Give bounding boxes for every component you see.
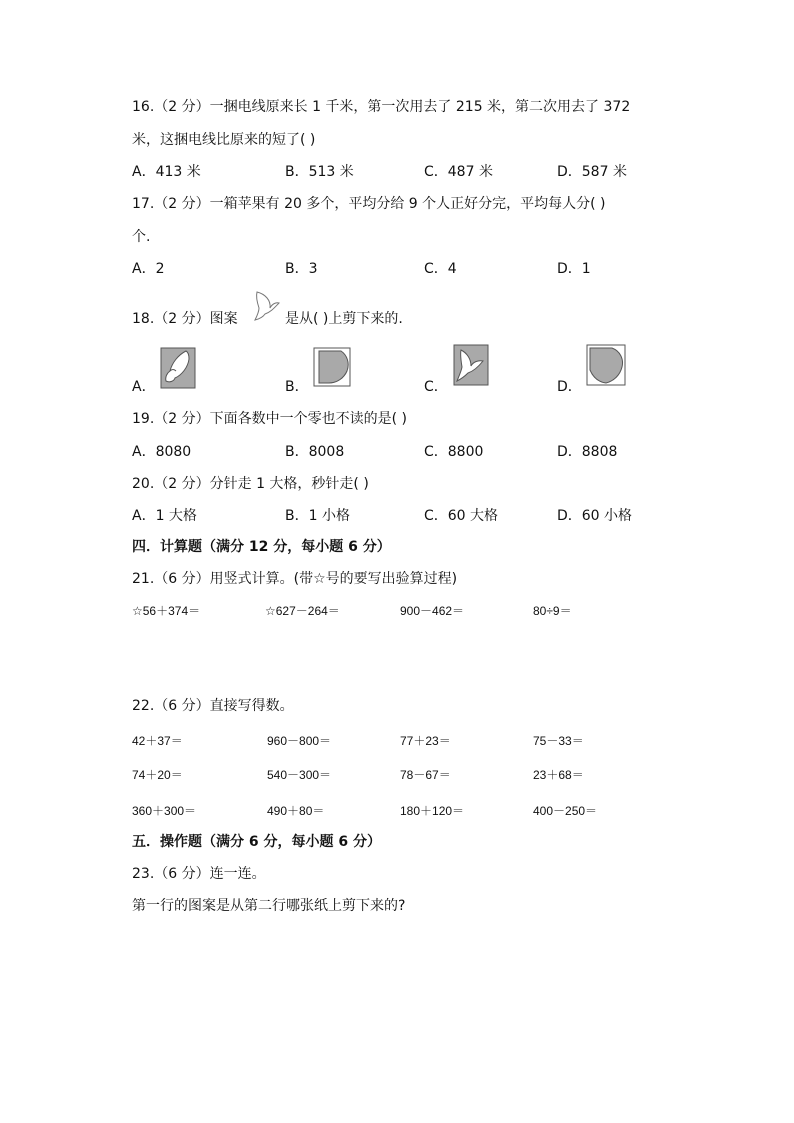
q19-option-a: A．8080	[132, 444, 192, 460]
section-4-heading: 四．计算题（满分 12 分，每小题 6 分）	[132, 539, 391, 555]
q17-option-c: C．4	[424, 261, 457, 277]
q18-text-before: 18.（2 分）图案	[132, 311, 238, 327]
q22-r1-c1: 42＋37＝	[132, 734, 183, 748]
q20-option-a: A．1 大格	[132, 508, 197, 524]
q22-r1-c2: 960－800＝	[267, 734, 332, 748]
q22-r2-c2: 540－300＝	[267, 768, 332, 782]
q22-r1-c4: 75－33＝	[533, 734, 584, 748]
q18-option-b: B．	[285, 379, 309, 395]
q18-option-c-paper-icon	[453, 344, 489, 386]
q20-text: 20.（2 分）分针走 1 大格，秒针走( )	[132, 476, 369, 492]
q22-r3-c1: 360＋300＝	[132, 804, 197, 818]
q19-option-c: C．8800	[424, 444, 484, 460]
q18-option-c: C．	[424, 379, 448, 395]
q22-text: 22.（6 分）直接写得数。	[132, 698, 294, 714]
q16-option-a: A．413 米	[132, 164, 201, 180]
q22-r2-c1: 74＋20＝	[132, 768, 183, 782]
q21-item-2: ☆627－264＝	[265, 604, 340, 618]
q21-text: 21.（6 分）用竖式计算。(带☆号的要写出验算过程)	[132, 571, 458, 587]
q18-option-a-paper-icon	[160, 347, 196, 389]
q21-item-1: ☆56＋374＝	[132, 604, 201, 618]
q23-sub: 第一行的图案是从第二行哪张纸上剪下来的?	[132, 898, 406, 914]
q16-option-d: D．587 米	[557, 164, 627, 180]
q22-r3-c4: 400－250＝	[533, 804, 598, 818]
q16-line1: 16.（2 分）一捆电线原来长 1 千米，第一次用去了 215 米，第二次用去了 372	[132, 99, 631, 115]
q22-r3-c3: 180＋120＝	[400, 804, 465, 818]
q16-line2: 米，这捆电线比原来的短了( )	[132, 132, 316, 148]
q17-option-a: A．2	[132, 261, 165, 277]
q19-text: 19.（2 分）下面各数中一个零也不读的是( )	[132, 411, 407, 427]
q23-text: 23.（6 分）连一连。	[132, 866, 266, 882]
q17-line1: 17.（2 分）一箱苹果有 20 多个，平均分给 9 个人正好分完，平均每人分( )	[132, 196, 606, 212]
q18-option-a: A．	[132, 379, 156, 395]
q20-option-c: C．60 大格	[424, 508, 499, 524]
q16-option-b: B．513 米	[285, 164, 354, 180]
q22-r2-c3: 78－67＝	[400, 768, 451, 782]
q20-option-d: D．60 小格	[557, 508, 633, 524]
q17-option-b: B．3	[285, 261, 318, 277]
q17-option-d: D．1	[557, 261, 591, 277]
q18-option-d-paper-icon	[586, 344, 626, 386]
q18-option-b-paper-icon	[313, 347, 351, 387]
q18-pattern-icon	[251, 290, 281, 322]
q22-r3-c2: 490＋80＝	[267, 804, 325, 818]
q21-item-4: 80÷9＝	[533, 604, 572, 618]
q20-option-b: B．1 小格	[285, 508, 350, 524]
q18-option-d: D．	[557, 379, 582, 395]
q22-r1-c3: 77＋23＝	[400, 734, 451, 748]
q19-option-d: D．8808	[557, 444, 618, 460]
section-5-heading: 五．操作题（满分 6 分，每小题 6 分）	[132, 834, 381, 850]
q17-line2: 个.	[132, 229, 151, 245]
q19-option-b: B．8008	[285, 444, 345, 460]
q16-option-c: C．487 米	[424, 164, 493, 180]
q18-text-after: 是从( )上剪下来的.	[285, 311, 403, 327]
q21-item-3: 900－462＝	[400, 604, 465, 618]
q22-r2-c4: 23＋68＝	[533, 768, 584, 782]
